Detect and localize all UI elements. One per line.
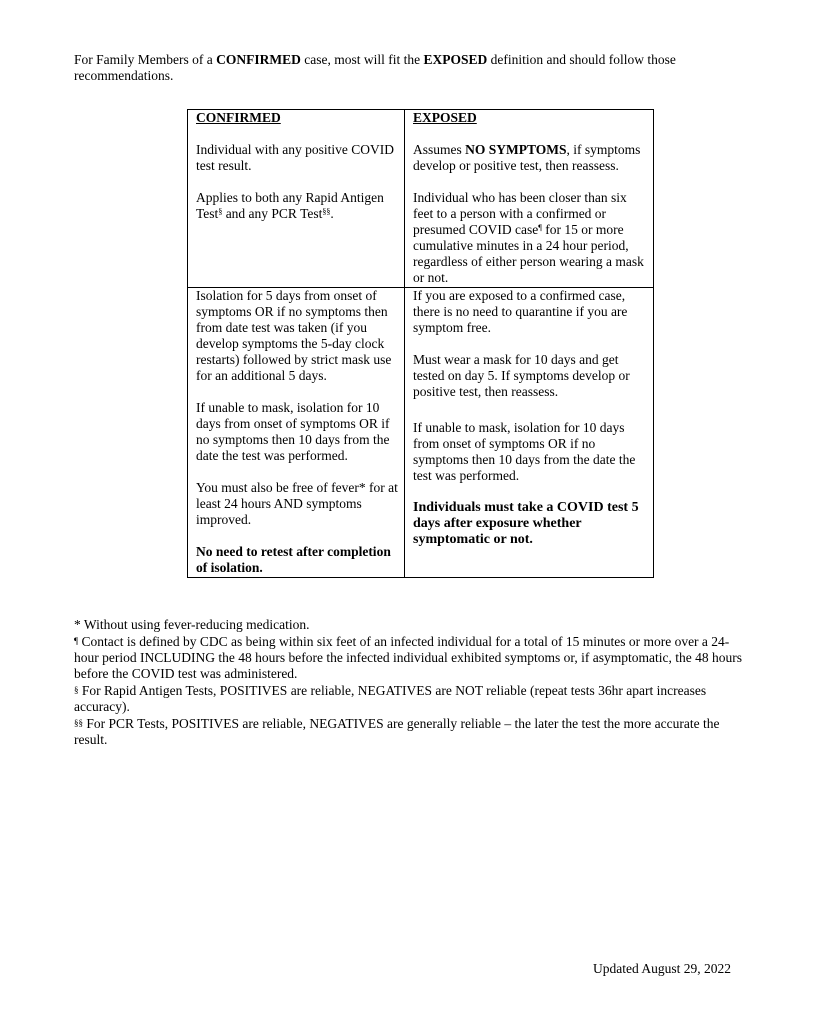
exposed-rec-2: Must wear a mask for 10 days and get tested on day 5. If symptoms develop or positive test, then reassess.	[413, 352, 630, 399]
intro-exposed: EXPOSED	[423, 52, 488, 67]
pcr-footnote-mark: §§	[322, 207, 331, 216]
contact-footnote	[74, 633, 746, 682]
intro-middle: case, most will fit the	[300, 52, 424, 67]
confirmed-def-2	[196, 190, 400, 222]
exposed-definition-cell	[405, 110, 654, 288]
confirmed-def-2-end: .	[330, 206, 334, 221]
exposed-rec-4: Individuals must take a COVID test 5 days after exposure whether symptomatic or not.	[413, 500, 639, 547]
exposed-def-2	[413, 190, 649, 286]
exposed-rec-3: If unable to mask, isolation for 10 days from onset of symptoms OR if no symptoms then 10 days from the date the test was performed.	[413, 420, 636, 483]
guidance-table	[187, 109, 654, 578]
confirmed-definition-cell	[188, 110, 405, 288]
contact-mark: ¶	[74, 636, 79, 646]
confirmed-rec-1: Isolation for 5 days from onset of symptoms OR if no symptoms then from date test was taken (if you develop symptoms the 5-day clock restarts) followed by strict mask use for an additional 5 days.	[196, 288, 392, 383]
intro-prefix: For Family Members of a	[74, 52, 217, 67]
rapid-footnote	[74, 682, 746, 715]
exposed-def-1-pre: Assumes	[413, 142, 466, 157]
exposed-def-2-pre: Individual who has been closer than six feet to a person with a confirmed or presumed COVID case	[413, 190, 627, 237]
exposed-def-2-post: for 15 or more cumulative minutes in a 24 hour period, regardless of either person wearing a mask or not.	[413, 222, 644, 285]
pcr-text: For PCR Tests, POSITIVES are reliable, NEGATIVES are generally reliable – the later the test the more accurate the result.	[74, 716, 720, 747]
confirmed-rec-2: If unable to mask, isolation for 10 days from onset of symptoms OR if no symptoms then 10 days from the date the test was performed.	[196, 400, 390, 463]
exposed-rec-1: If you are exposed to a confirmed case, there is no need to quarantine if you are symptom free.	[413, 288, 628, 335]
recommendation-row	[188, 288, 654, 578]
confirmed-header: CONFIRMED	[196, 110, 281, 125]
rapid-mark: §	[74, 685, 79, 695]
confirmed-rec-3: You must also be free of fever* for at least 24 hours AND symptoms improved.	[196, 480, 398, 527]
exposed-def-1-post: , if symptoms develop or positive test, then reassess.	[413, 142, 641, 173]
rapid-footnote-mark: §	[218, 207, 223, 216]
contact-footnote-mark: ¶	[538, 223, 542, 232]
intro-confirmed: CONFIRMED	[216, 52, 301, 67]
confirmed-def-2-mid: and any PCR Test	[222, 206, 323, 221]
updated-date: Updated August 29, 2022	[593, 961, 731, 976]
intro-suffix: definition and should follow those recommendations.	[74, 52, 676, 83]
intro-paragraph	[74, 52, 714, 84]
pcr-footnote	[74, 715, 746, 748]
exposed-def-1-bold: NO SYMPTOMS	[465, 142, 567, 157]
pcr-mark: §§	[74, 718, 83, 728]
exposed-header: EXPOSED	[413, 110, 477, 125]
rapid-text: For Rapid Antigen Tests, POSITIVES are reliable, NEGATIVES are NOT reliable (repeat tests 36hr apart increases accuracy).	[74, 683, 707, 714]
confirmed-recommendation-cell	[188, 288, 405, 578]
contact-text: Contact is defined by CDC as being within six feet of an infected individual for a total of 15 minutes or more over a 24-hour period INCLUDING the 48 hours before the infected individual exhibited symptoms or, if asymptomatic, the 48 hours before the COVID test was administered.	[74, 634, 742, 681]
confirmed-def-1: Individual with any positive COVID test result.	[196, 142, 394, 173]
fever-footnote: * Without using fever-reducing medication.	[74, 617, 310, 632]
confirmed-def-2-text: Applies to both any Rapid Antigen Test	[196, 190, 384, 221]
confirmed-rec-4: No need to retest after completion of isolation.	[196, 544, 391, 575]
definition-row	[188, 110, 654, 288]
footnotes	[74, 617, 746, 748]
exposed-def-1	[413, 142, 649, 174]
exposed-recommendation-cell	[405, 288, 654, 578]
